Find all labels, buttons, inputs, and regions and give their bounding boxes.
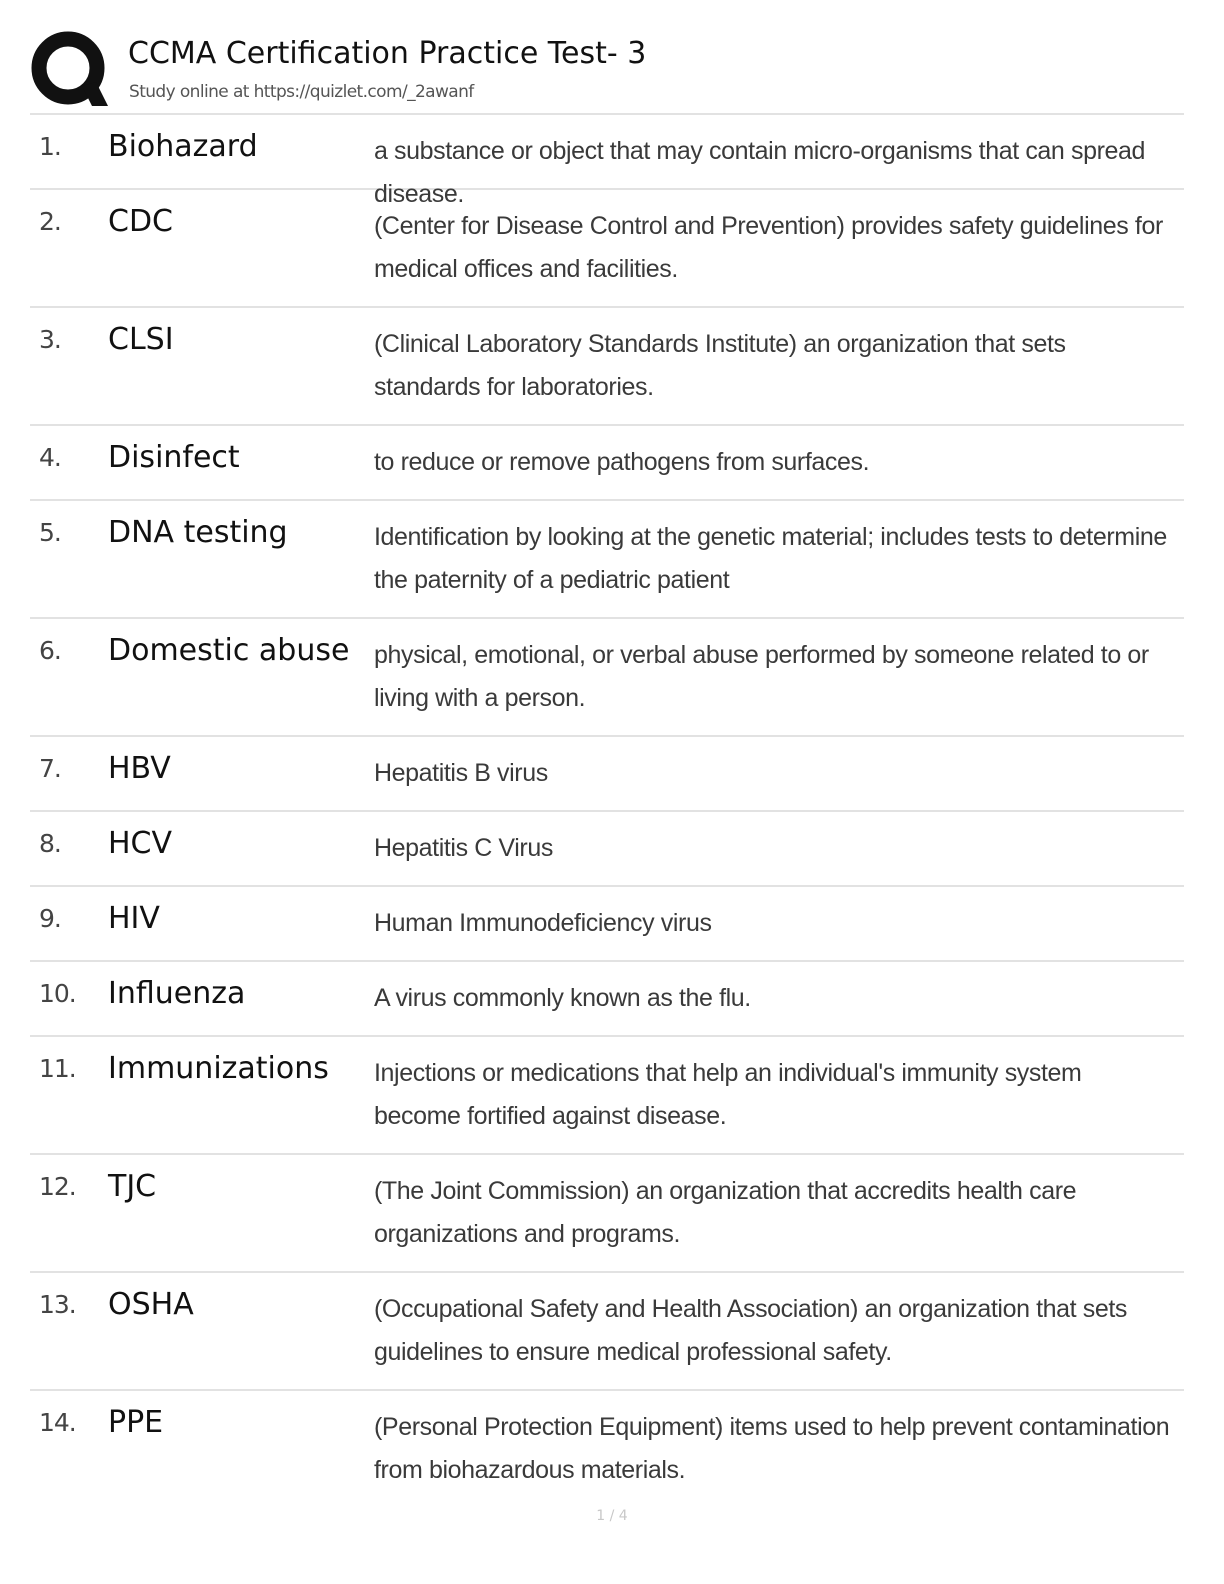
term-row (30, 737, 1184, 812)
term-row (30, 812, 1184, 887)
term-name: Domestic abuse (108, 633, 350, 668)
term-number: 2. (39, 207, 61, 236)
term-row (30, 1391, 1184, 1509)
term-name: HBV (108, 751, 171, 786)
term-number: 13. (39, 1290, 76, 1319)
term-number: 9. (39, 904, 61, 933)
term-row (30, 887, 1184, 962)
term-definition: physical, emotional, or verbal abuse performed by someone related to or living with a person. (374, 641, 1149, 712)
term-row (30, 190, 1184, 308)
term-row (30, 1037, 1184, 1155)
term-name: Immunizations (108, 1051, 329, 1086)
term-name: PPE (108, 1405, 164, 1440)
term-name: Influenza (108, 976, 246, 1011)
term-row (30, 619, 1184, 737)
term-row (30, 1273, 1184, 1391)
term-number: 7. (39, 754, 61, 783)
term-number: 6. (39, 636, 61, 665)
term-row (30, 501, 1184, 619)
term-name: TJC (108, 1169, 157, 1204)
term-name: Biohazard (108, 129, 258, 164)
term-definition: (Personal Protection Equipment) items used to help prevent contamination from biohazardous materials. (374, 1413, 1170, 1484)
term-name: DNA testing (108, 515, 288, 550)
term-definition: Hepatitis C Virus (374, 834, 553, 862)
term-definition: to reduce or remove pathogens from surfaces. (374, 448, 870, 476)
term-definition: Human Immunodeficiency virus (374, 909, 712, 937)
term-definition: (Occupational Safety and Health Association) an organization that sets guidelines to ensure medical professional safety. (374, 1295, 1128, 1366)
term-row (30, 426, 1184, 501)
term-number: 14. (39, 1408, 76, 1437)
term-name: CLSI (108, 322, 174, 357)
term-number: 12. (39, 1172, 76, 1201)
term-row (30, 308, 1184, 426)
term-number: 5. (39, 518, 61, 547)
term-definition: Hepatitis B virus (374, 759, 548, 787)
term-number: 1. (39, 132, 61, 161)
term-definition: (Center for Disease Control and Prevention) provides safety guidelines for medical offices and facilities. (374, 212, 1163, 283)
term-name: Disinfect (108, 440, 240, 475)
study-online-link[interactable]: Study online at https://quizlet.com/_2awanf (129, 82, 474, 102)
term-definition: a substance or object that may contain micro-organisms that can spread disease. (374, 137, 1146, 208)
term-number: 11. (39, 1054, 76, 1083)
quizlet-q-logo-icon (30, 30, 110, 110)
term-name: OSHA (108, 1287, 194, 1322)
page-header (30, 28, 1184, 114)
term-row (30, 1155, 1184, 1273)
term-definition: Injections or medications that help an individual's immunity system become fortified against disease. (374, 1059, 1082, 1130)
term-name: HIV (108, 901, 160, 936)
term-row (30, 962, 1184, 1037)
term-number: 8. (39, 829, 61, 858)
term-number: 10. (39, 979, 76, 1008)
term-row (30, 115, 1184, 208)
term-definition: (Clinical Laboratory Standards Institute) an organization that sets standards for laboratories. (374, 330, 1066, 401)
page-number: 1 / 4 (596, 1508, 628, 1524)
term-list (30, 113, 1184, 1509)
term-name: HCV (108, 826, 173, 861)
term-definition: (The Joint Commission) an organization that accredits health care organizations and programs. (374, 1177, 1077, 1248)
term-definition: Identification by looking at the genetic material; includes tests to determine the paternity of a pediatric patient (374, 523, 1167, 594)
term-name: CDC (108, 204, 173, 239)
term-number: 3. (39, 325, 61, 354)
term-number: 4. (39, 443, 61, 472)
term-definition: A virus commonly known as the flu. (374, 984, 751, 1012)
page-title: CCMA Certification Practice Test- 3 (128, 36, 647, 71)
